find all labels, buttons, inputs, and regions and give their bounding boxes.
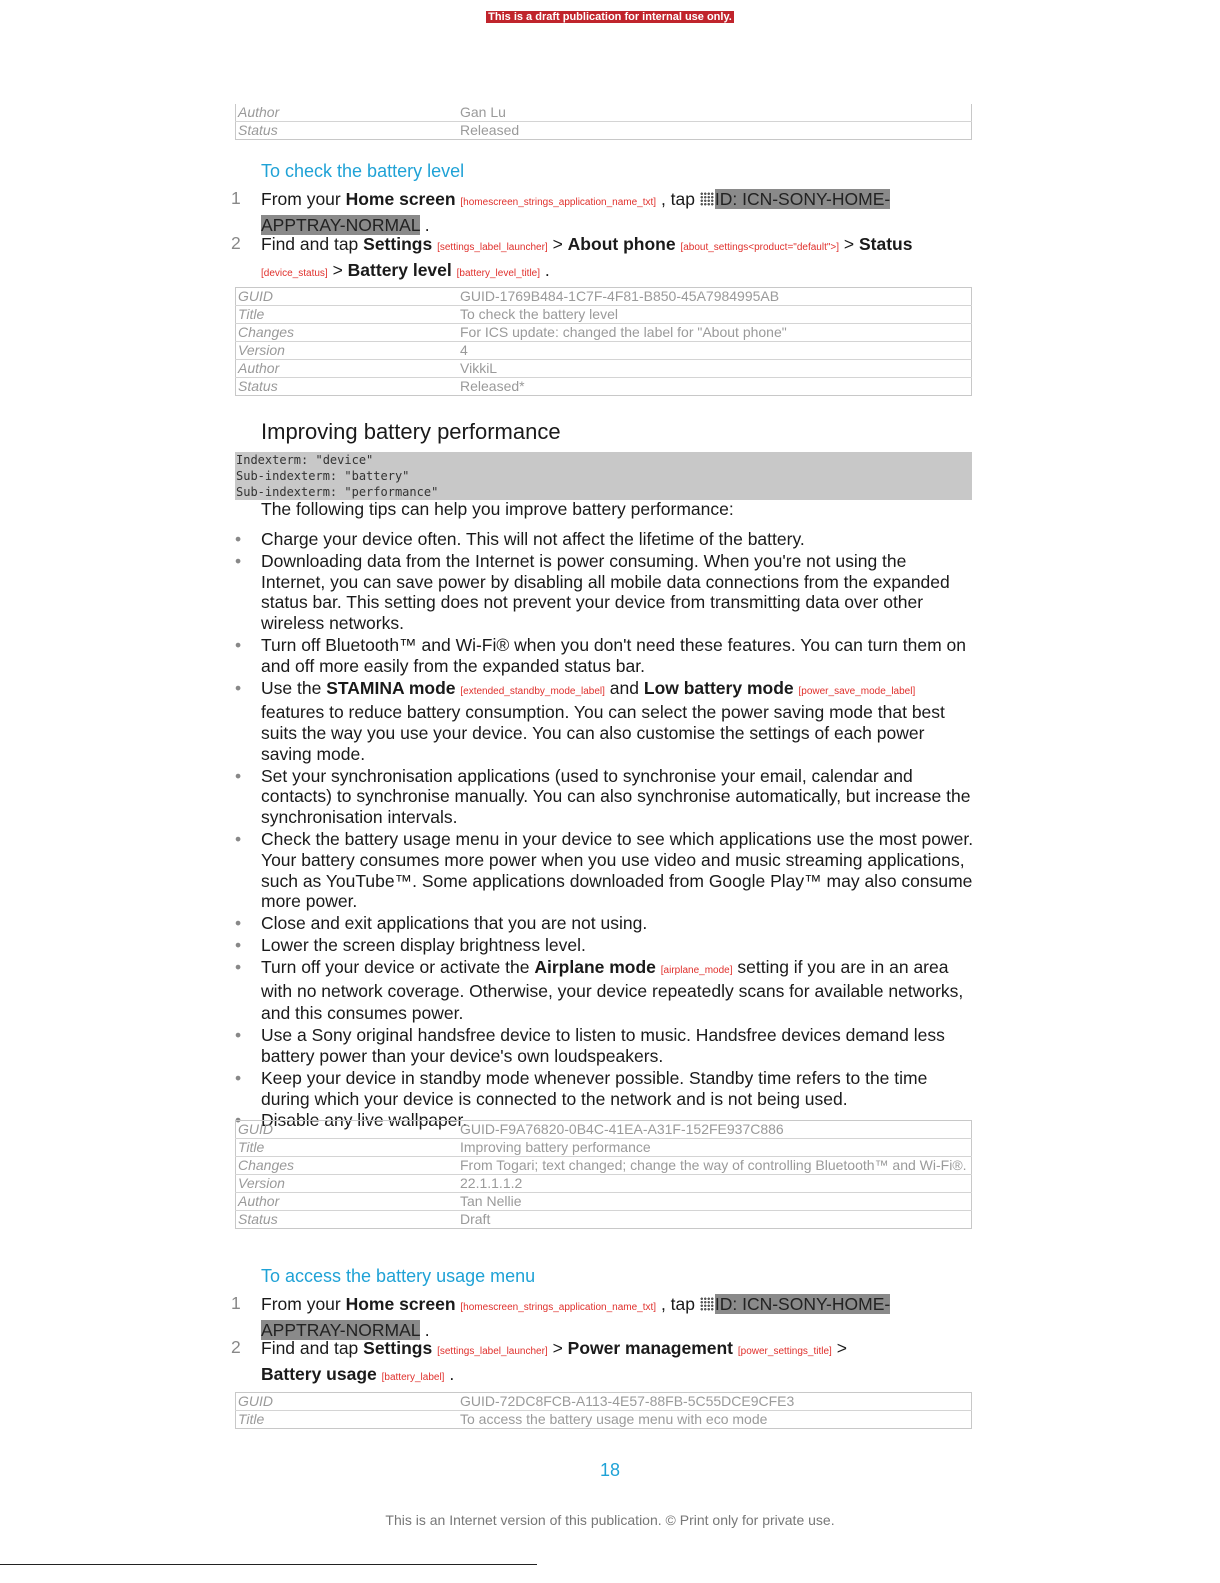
tip-text: Keep your device in standby mode whenever possible. Standby time refers to the time during which your device is connected to the network and is not being used.	[261, 1067, 928, 1109]
meta-value: 22.1.1.1.2	[458, 1175, 972, 1193]
meta-value: To access the battery usage menu with eco mode	[460, 1411, 768, 1427]
meta-key: Status	[238, 1211, 278, 1227]
string-id-tag: [airplane_mode]	[660, 964, 733, 976]
meta-value: Released*	[460, 378, 525, 394]
step-text-part: Find and tap	[261, 1338, 364, 1358]
draft-banner-text: This is a draft publication for internal use only.	[488, 11, 732, 23]
page-number: 18	[599, 1460, 621, 1480]
list-item	[235, 913, 975, 934]
tip-text: Set your synchronisation applications (used to synchronise your email, calendar and contacts) to synchronise manually. You can also synchronise automatically, but increase the synchronisation intervals.	[261, 765, 971, 828]
metadata-table-0	[235, 104, 972, 140]
meta-key: GUID	[236, 1121, 459, 1139]
ui-label-settings: Settings	[363, 234, 433, 254]
bullet-icon: •	[235, 765, 242, 786]
string-id-tag: [device_status]	[261, 268, 328, 279]
tip-text: and	[604, 677, 644, 698]
step-number: 1	[231, 188, 241, 208]
tip-text: Lower the screen display brightness level.	[261, 934, 586, 955]
list-item	[235, 635, 975, 677]
step-text-part: .	[419, 1320, 430, 1340]
table-row	[236, 122, 972, 140]
tip-text: setting if you are in an area with no network coverage. Otherwise, your device repeatedly scans for available networks, and this consumes power.	[261, 956, 964, 1023]
string-id-tag: [power_save_mode_label]	[798, 685, 916, 697]
table-row	[236, 104, 972, 122]
table-row	[236, 1211, 972, 1229]
ui-label-settings: Settings	[363, 1338, 433, 1358]
step-number: 2	[231, 233, 241, 253]
tip-text: features to reduce battery consumption. You can select the power saving mode that best suits the way you use your device. You can also customise the settings of each power saving mode.	[261, 701, 945, 764]
table-row	[236, 306, 972, 324]
ui-label-home-screen: Home screen	[345, 1294, 456, 1314]
list-item	[235, 829, 975, 912]
meta-key: Author	[236, 1193, 459, 1211]
tip-text: Turn off Bluetooth™ and Wi-Fi® when you don't need these features. You can turn them on and off more easily from the expanded status bar.	[261, 634, 966, 676]
step-text-part: .	[540, 260, 550, 280]
separator: >	[547, 1338, 568, 1358]
meta-value: Draft	[460, 1211, 491, 1227]
bullet-icon: •	[235, 913, 242, 934]
metadata-table-3	[235, 1392, 972, 1429]
meta-key: Changes	[236, 1157, 459, 1175]
meta-value: Improving battery performance	[458, 1139, 972, 1157]
meta-value: GUID-F9A76820-0B4C-41EA-A31F-152FE937C886	[458, 1121, 972, 1139]
meta-key: Status	[238, 378, 278, 394]
step-text-part: From your	[261, 189, 346, 209]
ui-label-home-screen: Home screen	[345, 189, 456, 209]
meta-key: Title	[236, 1139, 459, 1157]
list-item	[235, 529, 975, 550]
step-text-part: , tap	[656, 1294, 700, 1314]
tip-text: Downloading data from the Internet is power consuming. When you're not using the Internet, you can save power by disabling all mobile data connections from the expanded status bar. This setting does not prevent your device from transmitting data over other wireless networks.	[261, 550, 950, 634]
meta-key: Title	[236, 306, 459, 324]
meta-key: Title	[238, 1411, 265, 1427]
string-id-tag: [extended_standby_mode_label]	[460, 685, 605, 697]
ui-label-low-battery-mode: Low battery mode	[643, 677, 794, 698]
tip-text: Close and exit applications that you are not using.	[261, 913, 648, 934]
table-row	[236, 1175, 972, 1193]
tip-text: Disable any live wallpaper.	[261, 1110, 468, 1131]
step-text	[261, 233, 921, 285]
metadata-table-2	[235, 1120, 972, 1229]
ui-label-about-phone: About phone	[567, 234, 676, 254]
tips-list	[235, 529, 975, 1131]
icon-id-highlight: ID: ICN-SONY-HOME-APPTRAY-NORMAL	[261, 189, 891, 235]
separator: >	[327, 260, 348, 280]
table-row	[236, 1139, 972, 1157]
ui-label-battery-level: Battery level	[347, 260, 452, 280]
bullet-icon: •	[235, 1110, 242, 1131]
step-text	[261, 1337, 901, 1389]
meta-key: GUID	[236, 1393, 459, 1411]
meta-value: For ICS update: changed the label for "About phone"	[458, 324, 972, 342]
meta-value: 4	[458, 342, 972, 360]
step-text-part: .	[419, 215, 430, 235]
string-id-tag: [settings_label_launcher]	[437, 242, 548, 253]
tip-text: Use the	[261, 677, 327, 698]
list-item	[235, 1025, 975, 1067]
meta-value: GUID-72DC8FCB-A113-4E57-88FB-5C55DCE9CFE3	[458, 1393, 972, 1411]
table-row	[236, 288, 972, 306]
apps-grid-icon	[700, 1297, 714, 1311]
meta-key: Version	[236, 342, 459, 360]
ui-label-airplane-mode: Airplane mode	[534, 956, 656, 977]
step-number: 2	[231, 1337, 241, 1357]
apps-grid-icon	[700, 192, 714, 206]
footer-notice: This is an Internet version of this publication. © Print only for private use.	[385, 1512, 835, 1528]
meta-key: GUID	[236, 288, 459, 306]
icon-id-highlight: ID: ICN-SONY-HOME-APPTRAY-NORMAL	[261, 1294, 891, 1340]
bullet-icon: •	[235, 956, 242, 977]
table-row	[236, 1193, 972, 1211]
tip-text: Turn off your device or activate the	[261, 956, 535, 977]
meta-key: Status	[238, 122, 278, 138]
bullet-icon: •	[235, 677, 242, 698]
step-text-part: From your	[261, 1294, 346, 1314]
meta-value: Tan Nellie	[458, 1193, 972, 1211]
metadata-table-1	[235, 287, 972, 396]
string-id-tag: [about_settings<product="default">]	[680, 242, 840, 253]
bottom-divider	[0, 1564, 537, 1565]
step-text-part: .	[444, 1364, 455, 1384]
index-term: Sub-indexterm: "performance"	[236, 485, 439, 499]
string-id-tag: [settings_label_launcher]	[437, 1346, 548, 1357]
bullet-icon: •	[235, 1067, 242, 1088]
meta-key: Author	[236, 360, 459, 378]
bullet-icon: •	[235, 934, 242, 955]
step-text	[261, 1293, 901, 1341]
ui-label-stamina-mode: STAMINA mode	[326, 677, 456, 698]
table-row	[236, 1393, 972, 1411]
table-row	[236, 360, 972, 378]
intro-paragraph: The following tips can help you improve battery performance:	[261, 499, 734, 519]
string-id-tag: [battery_label]	[381, 1372, 445, 1383]
index-term: Sub-indexterm: "battery"	[236, 469, 410, 483]
list-item	[235, 678, 975, 765]
table-row	[236, 378, 972, 396]
ui-label-battery-usage: Battery usage	[261, 1364, 377, 1384]
tip-text: Check the battery usage menu in your device to see which applications use the most power. Your battery consumes more power when you use video and music streaming applications, such as YouTube™. Some applications downloaded from Google Play™ may also consume more power.	[261, 828, 974, 912]
table-row	[236, 342, 972, 360]
separator: >	[839, 234, 859, 254]
table-row	[236, 324, 972, 342]
step-number: 1	[231, 1293, 241, 1313]
meta-key: Version	[236, 1175, 459, 1193]
step-text-part: , tap	[656, 189, 700, 209]
index-term: Indexterm: "device"	[236, 453, 374, 467]
table-row	[236, 1411, 972, 1429]
draft-banner	[0, 7, 1220, 25]
meta-value: GUID-1769B484-1C7F-4F81-B850-45A7984995AB	[458, 288, 972, 306]
meta-key: Changes	[236, 324, 459, 342]
section-heading-improving-battery: Improving battery performance	[261, 419, 561, 444]
list-item	[235, 1068, 975, 1110]
string-id-tag: [homescreen_strings_application_name_txt]	[460, 1302, 657, 1313]
list-item	[235, 766, 975, 828]
meta-value: Released	[460, 122, 520, 138]
step-text-part: Find and tap	[261, 234, 364, 254]
list-item	[235, 551, 975, 634]
string-id-tag: [power_settings_title]	[737, 1346, 832, 1357]
ui-label-status: Status	[859, 234, 913, 254]
ui-label-power-management: Power management	[567, 1338, 733, 1358]
meta-value: Gan Lu	[458, 104, 972, 122]
table-row	[236, 1121, 972, 1139]
table-row	[236, 1157, 972, 1175]
meta-key: Author	[236, 104, 459, 122]
list-item	[235, 957, 975, 1025]
meta-value: From Togari; text changed; change the way of controlling Bluetooth™ and Wi-Fi®.	[458, 1157, 972, 1175]
meta-value: VikkiL	[458, 360, 972, 378]
bullet-icon: •	[235, 634, 242, 655]
bullet-icon: •	[235, 550, 242, 571]
tip-text: Charge your device often. This will not affect the lifetime of the battery.	[261, 529, 805, 549]
tip-text: Use a Sony original handsfree device to listen to music. Handsfree devices demand less battery power than your device's own loudspeakers.	[261, 1025, 945, 1067]
bullet-icon: •	[235, 1025, 242, 1046]
meta-value: To check the battery level	[458, 306, 972, 324]
step-text	[261, 188, 901, 236]
bullet-icon: •	[235, 828, 242, 849]
string-id-tag: [homescreen_strings_application_name_txt]	[460, 197, 657, 208]
section-title-battery-usage: To access the battery usage menu	[261, 1266, 536, 1286]
bullet-icon: •	[235, 529, 242, 549]
separator: >	[831, 1338, 847, 1358]
list-item	[235, 935, 975, 956]
index-terms-box	[235, 452, 972, 500]
separator: >	[547, 234, 568, 254]
section-title-check-battery: To check the battery level	[261, 161, 465, 181]
string-id-tag: [battery_level_title]	[456, 268, 541, 279]
